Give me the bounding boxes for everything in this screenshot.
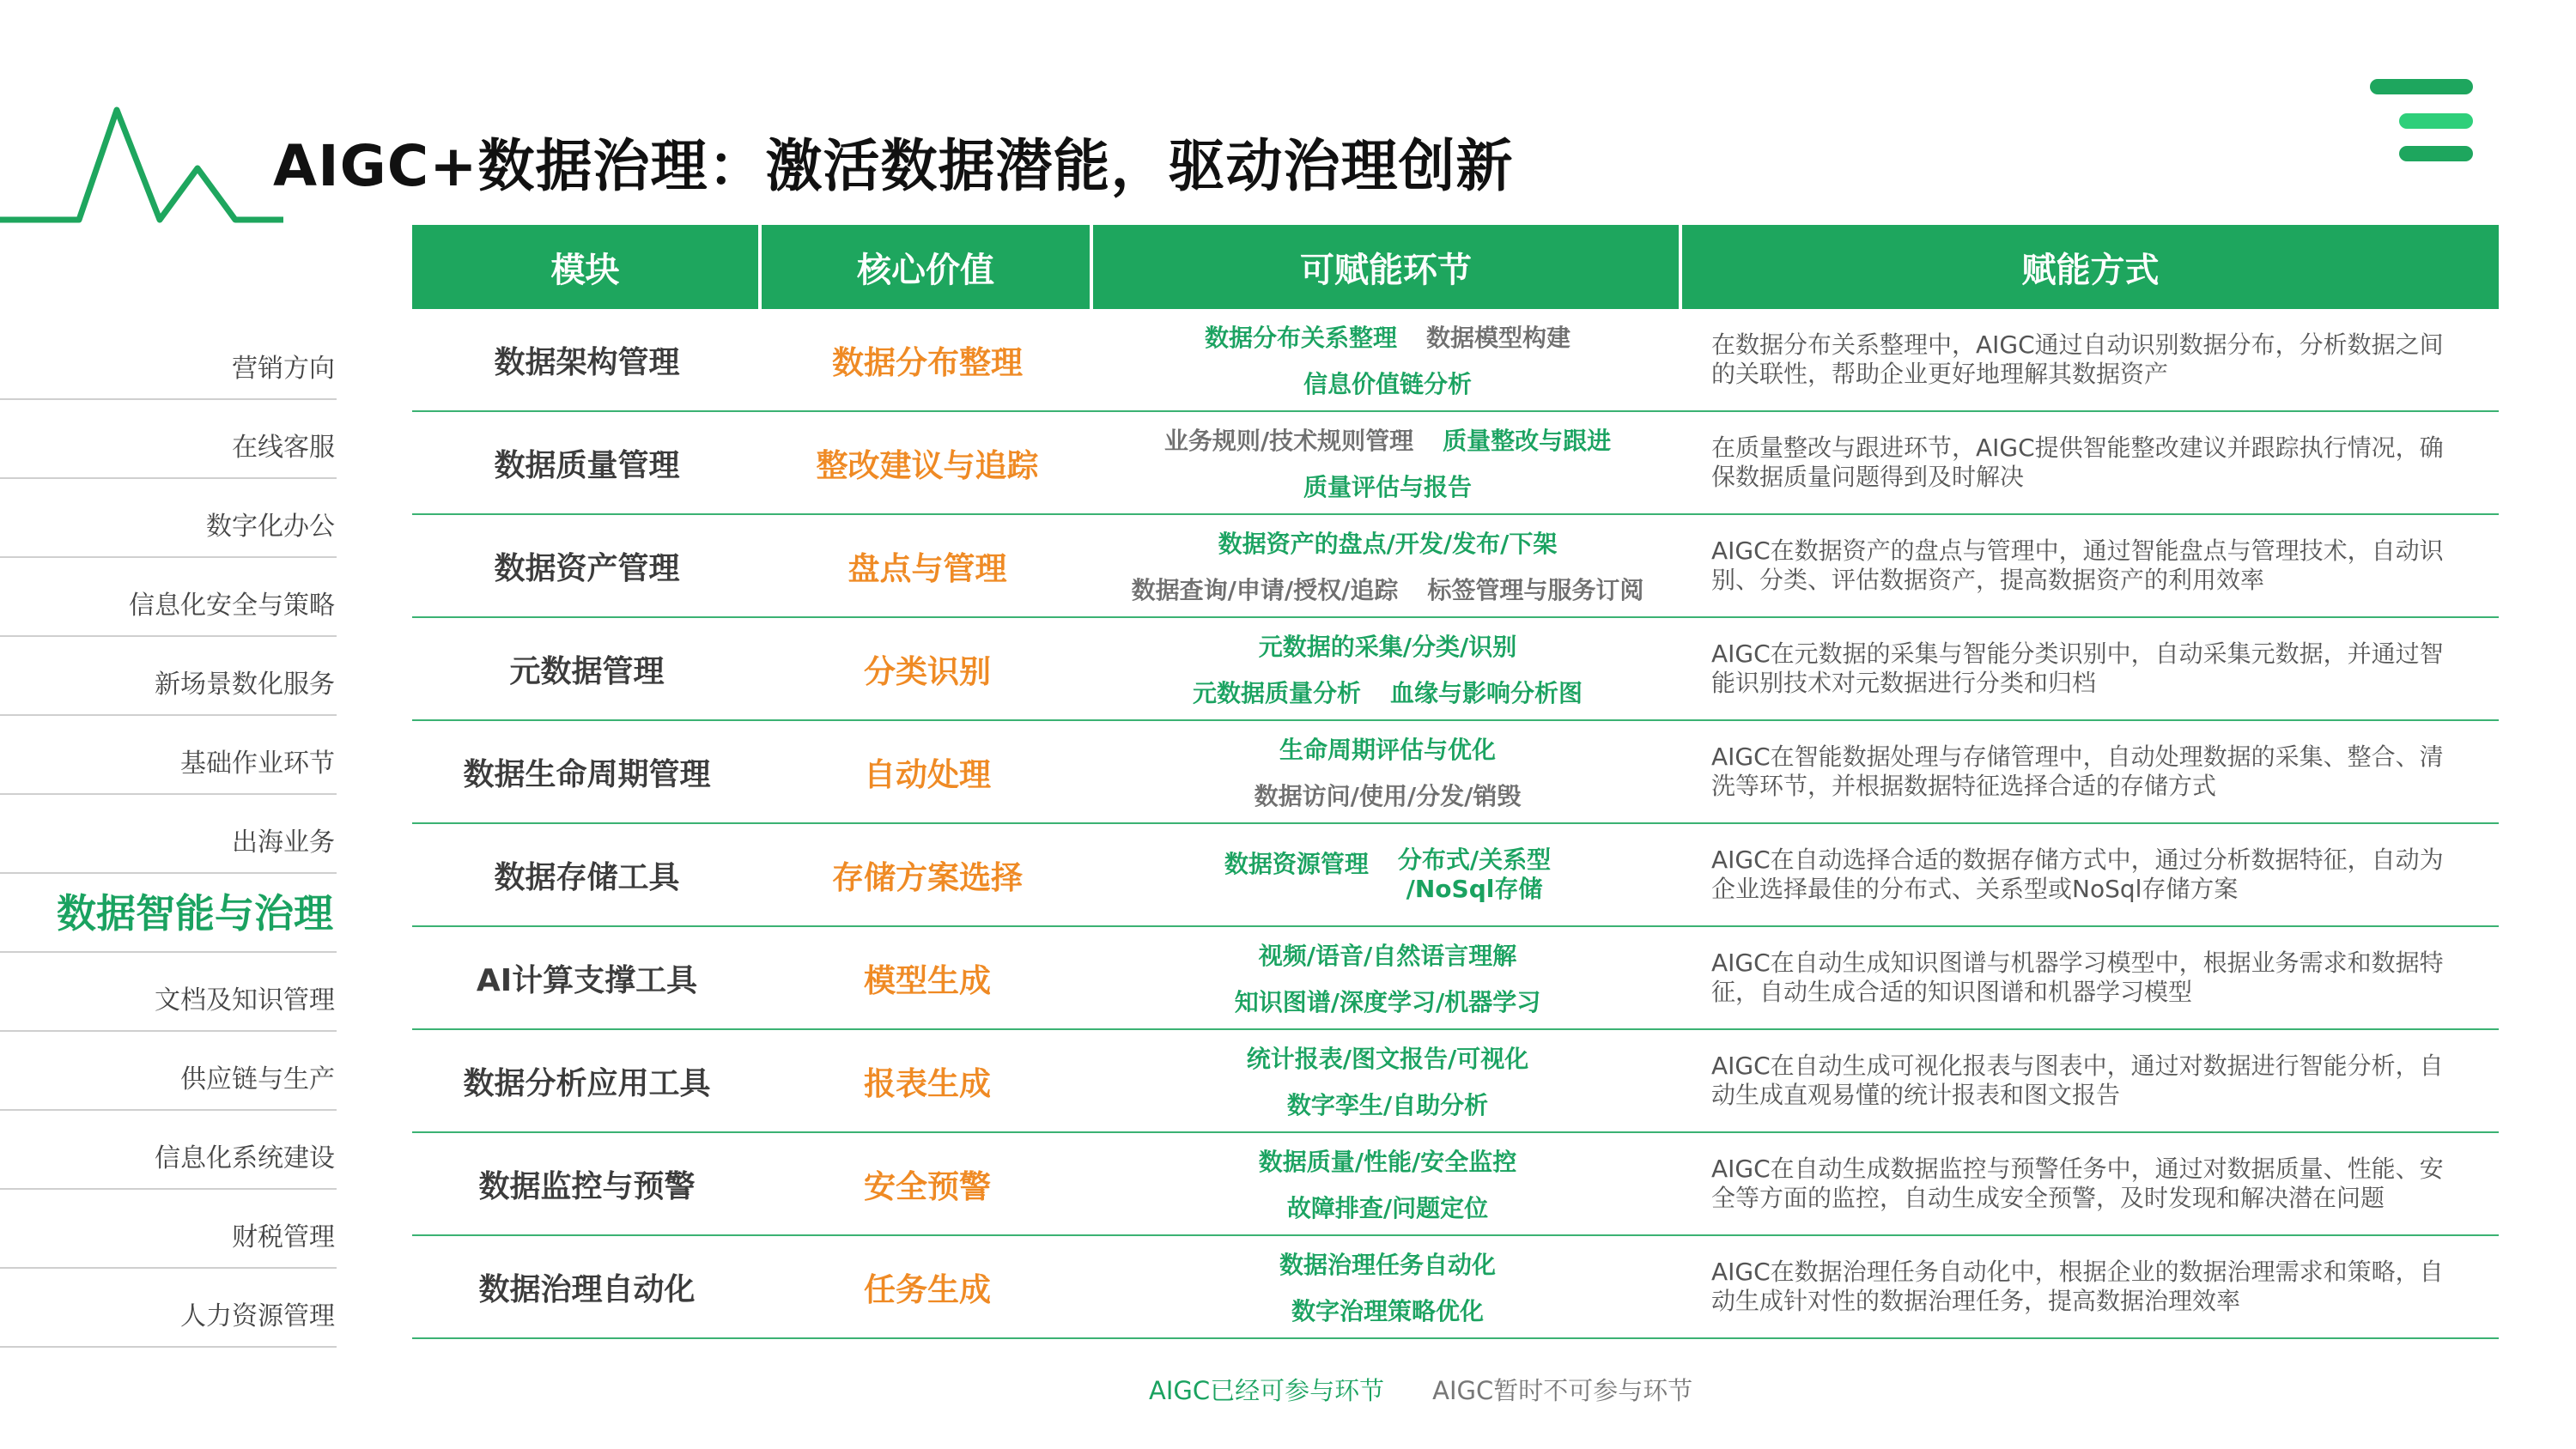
links-cell — [1093, 309, 1682, 410]
table-row — [412, 1030, 2499, 1133]
module-cell: 数据资产管理 — [494, 550, 680, 586]
active-link-tag: 血缘与影响分析图 — [1390, 679, 1583, 707]
core-value-cell: 报表生成 — [864, 1065, 991, 1102]
module-cell: 数据质量管理 — [494, 447, 680, 483]
method-cell: 在数据分布关系整理中，AIGC通过自动识别数据分布，分析数据之间的关联性，帮助企业更好地理解其数据资产 — [1711, 330, 2444, 388]
table-row — [412, 412, 2499, 515]
module-cell: 数据存储工具 — [494, 859, 680, 895]
nav-item-label: 供应链与生产 — [180, 1064, 335, 1094]
method-cell: AIGC在自动生成数据监控与预警任务中，通过对数据质量、性能、安全等方面的监控，自动生成安全预警，及时发现和解决潜在问题 — [1711, 1155, 2444, 1212]
header-module: 模块 — [412, 225, 762, 309]
links-line — [1287, 1087, 1488, 1121]
active-link-tag: 元数据的采集/分类/识别 — [1258, 633, 1517, 661]
module-cell: 数据监控与预警 — [478, 1168, 696, 1204]
core-value-cell: 整改建议与追踪 — [816, 447, 1039, 484]
method-cell: AIGC在自动生成可视化报表与图表中，通过对数据进行智能分析，自动生成直观易懂的统计报表和图文报告 — [1711, 1052, 2444, 1109]
legend — [1149, 1372, 1692, 1407]
active-link-tag: 故障排查/问题定位 — [1286, 1194, 1489, 1222]
module-cell: 数据生命周期管理 — [463, 756, 711, 792]
stacked-bars-logo-icon — [2370, 79, 2482, 165]
active-link-tag: 数据治理任务自动化 — [1279, 1251, 1496, 1279]
active-link-tag: 质量整改与跟进 — [1443, 427, 1612, 455]
active-link-tag: 数据分布关系整理 — [1204, 324, 1397, 352]
nav-item[interactable] — [0, 795, 337, 874]
module-cell: 数据分析应用工具 — [463, 1065, 711, 1101]
pulse-line-icon — [0, 0, 283, 232]
nav-item[interactable] — [0, 479, 337, 558]
inactive-link-tag: 业务规则/技术规则管理 — [1163, 427, 1414, 455]
table-row — [412, 515, 2499, 618]
links-cell — [1093, 515, 1682, 616]
active-link-tag: 数据资源管理 — [1224, 850, 1369, 878]
nav-item[interactable] — [0, 558, 337, 637]
links-line — [1291, 1293, 1484, 1327]
links-line — [1259, 937, 1516, 972]
module-cell: AI计算支撑工具 — [476, 962, 698, 998]
active-link-tag: 质量评估与报告 — [1303, 473, 1472, 501]
core-value-cell: 模型生成 — [864, 962, 991, 999]
table-row — [412, 927, 2499, 1030]
table-row — [412, 721, 2499, 824]
links-cell — [1093, 618, 1682, 719]
core-value-cell: 自动处理 — [864, 756, 991, 793]
module-cell: 数据治理自动化 — [478, 1271, 696, 1307]
nav-item-label: 新场景数化服务 — [155, 670, 335, 700]
links-cell — [1093, 1030, 1682, 1131]
nav-item[interactable] — [0, 1190, 337, 1269]
core-value-cell: 盘点与管理 — [848, 550, 1007, 587]
nav-item[interactable] — [0, 1032, 337, 1111]
nav-item-label: 出海业务 — [232, 828, 335, 858]
table-row — [412, 1236, 2499, 1339]
links-line — [1255, 778, 1522, 812]
links-line — [1259, 1143, 1516, 1178]
active-link-tag: 信息价值链分析 — [1303, 370, 1472, 398]
active-link-tag: 知识图谱/深度学习/机器学习 — [1234, 988, 1541, 1016]
core-value-cell: 分类识别 — [864, 653, 991, 690]
nav-item-label: 财税管理 — [232, 1222, 335, 1252]
side-nav — [0, 321, 337, 1348]
inactive-link-tag: 标签管理与服务订阅 — [1427, 576, 1644, 604]
core-value-cell: 存储方案选择 — [832, 859, 1023, 896]
core-value-cell: 数据分布整理 — [832, 344, 1023, 381]
legend-active: AIGC已经可参与环节 — [1149, 1376, 1385, 1405]
table-header — [412, 225, 2499, 309]
nav-item-label: 数据智能与治理 — [57, 890, 333, 937]
links-cell — [1093, 412, 1682, 513]
active-link-tag: 统计报表/图文报告/可视化 — [1246, 1045, 1529, 1073]
nav-item[interactable] — [0, 321, 337, 400]
links-line — [1303, 469, 1472, 503]
active-link-tag: 视频/语音/自然语言理解 — [1258, 942, 1517, 970]
links-line — [1287, 1190, 1488, 1224]
inactive-link-tag: 数据访问/使用/分发/销毁 — [1254, 782, 1522, 810]
nav-item-label: 在线客服 — [232, 433, 335, 463]
links-line — [1218, 525, 1558, 560]
nav-item-label: 信息化安全与策略 — [129, 591, 335, 621]
inactive-link-tag: 数据模型构建 — [1426, 324, 1571, 352]
nav-item[interactable] — [0, 953, 337, 1032]
core-value-cell: 安全预警 — [864, 1168, 991, 1205]
active-link-tag: 数据资产的盘点/开发/发布/下架 — [1218, 530, 1558, 558]
method-cell: AIGC在自动生成知识图谱与机器学习模型中，根据业务需求和数据特征，自动生成合适的知识图谱和机器学习模型 — [1711, 949, 2444, 1006]
method-cell: AIGC在自动选择合适的数据存储方式中，通过分析数据特征，自动为企业选择最佳的分布式、关系型或NoSql存储方案 — [1711, 846, 2444, 903]
links-line — [1279, 731, 1496, 766]
method-cell: AIGC在智能数据处理与存储管理中，自动处理数据的采集、整合、清洗等环节，并根据数据特征选择合适的存储方式 — [1711, 743, 2444, 800]
links-line — [1259, 628, 1516, 663]
links-cell — [1093, 1133, 1682, 1234]
module-cell: 数据架构管理 — [494, 344, 680, 380]
method-cell: AIGC在数据资产的盘点与管理中，通过智能盘点与管理技术，自动识别、分类、评估数据资产，提高数据资产的利用效率 — [1711, 537, 2444, 594]
links-cell — [1093, 824, 1682, 925]
active-link-tag: 数据质量/性能/安全监控 — [1258, 1148, 1517, 1176]
active-link-tag: 生命周期评估与优化 — [1279, 736, 1496, 764]
nav-item-label: 数字化办公 — [206, 512, 335, 542]
links-cell — [1093, 927, 1682, 1028]
table-row — [412, 309, 2499, 412]
active-link-tag: 分布式/关系型 /NoSql存储 — [1397, 846, 1552, 903]
nav-item-label: 人力资源管理 — [180, 1301, 335, 1331]
header-core-value: 核心价值 — [762, 225, 1093, 309]
table-body — [412, 309, 2499, 1339]
table-row — [412, 824, 2499, 927]
links-line — [1303, 366, 1472, 400]
links-line — [1279, 1246, 1496, 1281]
active-link-tag: 元数据质量分析 — [1192, 679, 1361, 707]
legend-inactive: AIGC暂时不可参与环节 — [1432, 1376, 1693, 1405]
header-method: 赋能方式 — [1682, 225, 2499, 309]
nav-item-label: 基础作业环节 — [180, 749, 335, 779]
links-cell — [1093, 721, 1682, 822]
nav-item[interactable] — [0, 1111, 337, 1190]
module-cell: 元数据管理 — [509, 653, 665, 689]
links-line — [1193, 675, 1583, 709]
links-line — [1132, 572, 1644, 606]
method-cell: AIGC在数据治理任务自动化中，根据企业的数据治理需求和策略，自动生成针对性的数据治理任务，提高数据治理效率 — [1711, 1258, 2444, 1315]
links-line — [1205, 319, 1571, 354]
nav-item-label: 信息化系统建设 — [155, 1143, 335, 1173]
table-row — [412, 618, 2499, 721]
nav-item-label: 文档及知识管理 — [155, 985, 335, 1016]
method-cell: AIGC在元数据的采集与智能分类识别中，自动采集元数据，并通过智能识别技术对元数据进行分类和归档 — [1711, 640, 2444, 697]
links-line — [1247, 1040, 1528, 1075]
nav-item[interactable] — [0, 716, 337, 795]
links-cell — [1093, 1236, 1682, 1337]
links-line — [1224, 846, 1551, 904]
nav-item[interactable] — [0, 1269, 337, 1348]
links-line — [1235, 984, 1540, 1018]
header-links: 可赋能环节 — [1093, 225, 1682, 309]
table-row — [412, 1133, 2499, 1236]
active-link-tag: 数字孪生/自助分析 — [1286, 1091, 1489, 1119]
active-link-tag: 数字治理策略优化 — [1291, 1297, 1484, 1325]
nav-item-label: 营销方向 — [232, 354, 335, 384]
core-value-cell: 任务生成 — [864, 1271, 991, 1308]
inactive-link-tag: 数据查询/申请/授权/追踪 — [1131, 576, 1399, 604]
nav-item[interactable] — [0, 637, 337, 716]
nav-item[interactable] — [0, 400, 337, 479]
page-title: AIGC+数据治理：激活数据潜能，驱动治理创新 — [273, 133, 1514, 199]
governance-table — [412, 225, 2499, 1339]
method-cell: 在质量整改与跟进环节，AIGC提供智能整改建议并跟踪执行情况，确保数据质量问题得到及时解决 — [1711, 433, 2444, 491]
links-line — [1164, 422, 1611, 457]
nav-item[interactable] — [0, 874, 337, 953]
